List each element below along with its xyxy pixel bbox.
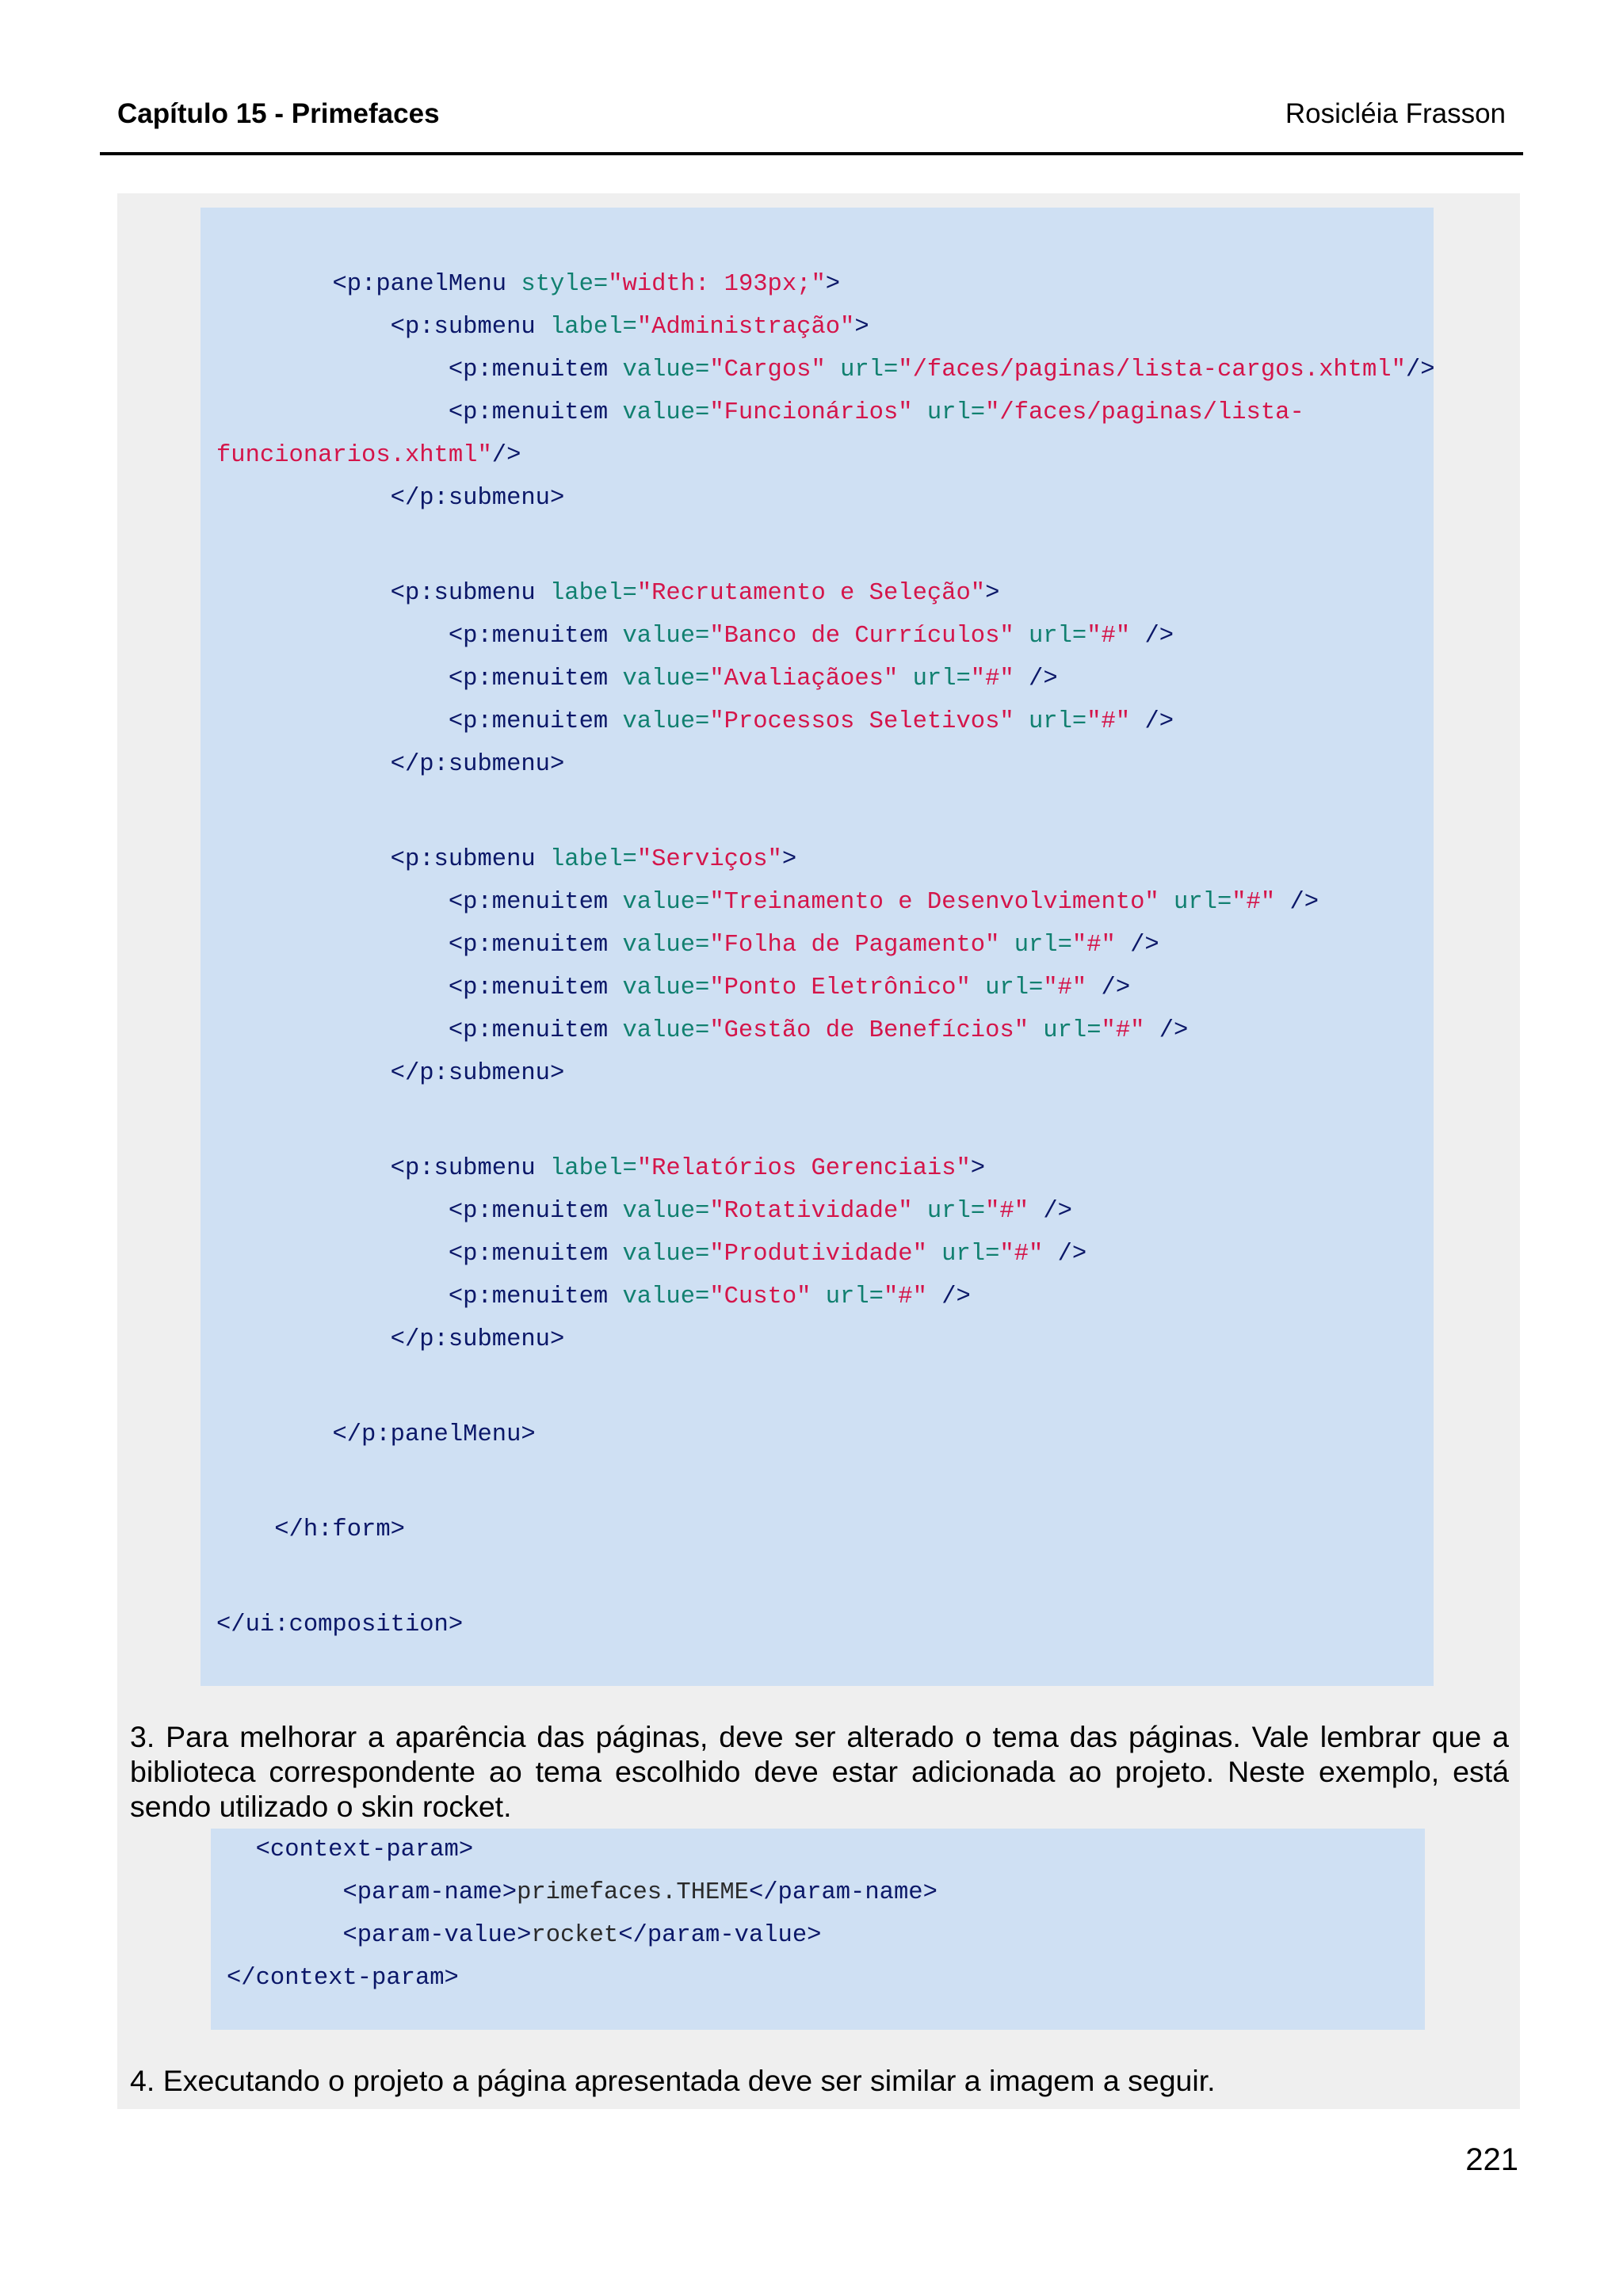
code-line [216,1413,536,1457]
code-token: "Produtividade" [709,1241,927,1268]
code-token: value= [622,708,710,735]
code-line [216,967,1130,1010]
code-line [216,434,521,478]
code-token: url= [811,1283,884,1310]
code-token: <p:menuitem [448,623,623,650]
code-token: <p:menuitem [448,932,623,959]
code-token: </context-param> [227,1965,459,1992]
code-token: <p:submenu [390,1155,550,1182]
code-token: </ui:composition> [216,1611,464,1638]
code-token: <p:menuitem [448,1283,623,1310]
code-token: label= [549,846,637,873]
code-token: /> [1115,932,1159,959]
code-token: "Relatórios Gerenciais" [636,1155,971,1182]
code-token: </param-value> [618,1922,822,1949]
code-token: </p:submenu> [390,1326,565,1353]
code-token: "#" [1086,708,1131,735]
code-token: "#" [1071,932,1116,959]
code-token: <p:submenu [390,846,550,873]
code-token: url= [912,399,986,426]
code-token: "Treinamento e Desenvolvimento" [709,889,1159,916]
code-token: </p:submenu> [390,1060,565,1087]
code-token: </p:submenu> [390,485,565,512]
code-token: url= [999,932,1072,959]
code-token: /> [1086,974,1131,1001]
code-token: primefaces.THEME [517,1879,749,1906]
code-token: "Folha de Pagamento" [709,932,1000,959]
code-token: <context-param> [255,1836,474,1863]
code-token: <p:submenu [390,314,550,341]
code-token: funcionarios.xhtml" [216,442,492,469]
code-block-panelmenu [200,208,1434,1686]
code-token: "/faces/paginas/lista-cargos.xhtml" [898,357,1406,383]
code-line [216,349,1435,392]
code-token: "Custo" [709,1283,812,1310]
code-token: "/faces/paginas/lista- [985,399,1304,426]
code-token: "#" [1086,623,1131,650]
code-line [216,1009,1188,1053]
code-line [216,838,796,882]
code-token: "Rotatividade" [709,1198,913,1225]
code-line [216,1276,971,1319]
code-token: <p:menuitem [448,1198,623,1225]
paragraph-step-3: 3. Para melhorar a aparência das páginas, deve ser alterado o tema das páginas. Vale lembrar que a biblioteca correspondente ao tema escolhido deve estar adicionada ao projeto. Neste exemplo, está sendo utilizado o skin rocket. [130,1720,1509,1823]
code-line [216,743,564,787]
code-line [216,1147,985,1191]
code-token: value= [622,974,710,1001]
code-token: <p:menuitem [448,357,623,383]
code-token: value= [622,399,710,426]
code-line [216,881,1319,925]
code-token: url= [970,974,1044,1001]
code-line [216,1233,1086,1276]
code-line [216,924,1159,967]
code-line [227,1871,938,1915]
code-token: value= [622,623,710,650]
code-line [216,1604,463,1647]
code-token: value= [622,666,710,692]
code-token: "#" [1232,889,1276,916]
code-line [216,1508,405,1552]
code-token: <param-name> [342,1879,517,1906]
code-token: value= [622,1241,710,1268]
code-line [216,658,1058,701]
code-token: /> [1029,1198,1072,1225]
code-line [227,1914,821,1958]
code-token: url= [912,1198,986,1225]
code-token: </p:submenu> [390,751,565,778]
code-token: "#" [883,1283,927,1310]
code-line [216,391,1304,435]
code-token: > [825,271,841,298]
code-token: /> [1130,708,1174,735]
code-token: "Administração" [636,314,855,341]
code-token: /> [1014,666,1058,692]
code-token: > [781,846,797,873]
code-token: </p:panelMenu> [332,1421,536,1448]
code-token: "#" [999,1241,1044,1268]
chapter-title: Capítulo 15 - Primefaces [117,98,440,129]
code-token: </h:form> [274,1516,405,1543]
code-token: rocket [531,1922,619,1949]
code-token: <p:panelMenu [332,271,521,298]
code-token: "#" [970,666,1014,692]
code-token: > [985,580,1000,607]
code-token: /> [1043,1241,1087,1268]
code-line [216,1190,1072,1234]
code-line [216,572,999,616]
code-token: <p:menuitem [448,974,623,1001]
page-header [100,93,1523,155]
code-token: <p:menuitem [448,1241,623,1268]
code-token: "Serviços" [636,846,782,873]
code-token: "Ponto Eletrônico" [709,974,971,1001]
code-token: /> [926,1283,971,1310]
code-line [216,615,1174,658]
code-token: > [854,314,869,341]
code-token: style= [521,271,609,298]
code-token: <p:menuitem [448,889,623,916]
code-token: url= [1014,623,1087,650]
code-token: "Recrutamento e Seleção" [636,580,986,607]
code-token: <param-value> [342,1922,532,1949]
page-number: 221 [1465,2142,1518,2177]
code-token: value= [622,357,710,383]
code-token: <p:menuitem [448,708,623,735]
code-token: value= [622,1283,710,1310]
code-token: url= [1159,889,1232,916]
code-token: "Funcionários" [709,399,913,426]
code-token: url= [926,1241,1000,1268]
code-token: label= [549,314,637,341]
code-token: label= [549,580,637,607]
code-token: <p:menuitem [448,1017,623,1044]
code-token: label= [549,1155,637,1182]
code-line [227,1829,473,1872]
code-token: "#" [1101,1017,1145,1044]
code-line [216,263,840,307]
code-line [216,306,869,349]
code-line [216,1318,564,1362]
code-token: "Cargos" [709,357,826,383]
code-token: url= [1014,708,1087,735]
code-token: /> [1130,623,1174,650]
code-token: <p:menuitem [448,399,623,426]
code-token: > [970,1155,986,1182]
code-line [227,1957,459,2000]
code-token: value= [622,932,710,959]
code-token: /> [491,442,521,469]
code-token: value= [622,889,710,916]
code-token: /> [1144,1017,1189,1044]
code-token: "Processos Seletivos" [709,708,1014,735]
code-token: "Banco de Currículos" [709,623,1014,650]
code-token: url= [898,666,971,692]
code-token: value= [622,1017,710,1044]
code-token: </param-name> [748,1879,938,1906]
content-panel [117,193,1520,2109]
code-token: "#" [1043,974,1087,1001]
code-token: url= [1029,1017,1102,1044]
code-block-context-param [211,1829,1425,2030]
code-token: "Avaliaçãoes" [709,666,899,692]
code-token: "#" [985,1198,1029,1225]
code-token: "Gestão de Benefícios" [709,1017,1029,1044]
code-token: /> [1405,357,1435,383]
code-token: /> [1275,889,1319,916]
code-token: <p:submenu [390,580,550,607]
code-line [216,477,564,521]
author-name: Rosicléia Frasson [1285,98,1506,129]
code-token: value= [622,1198,710,1225]
code-token: "width: 193px;" [608,271,826,298]
paragraph-step-4: 4. Executando o projeto a página apresentada deve ser similar a imagem a seguir. [130,2064,1216,2097]
code-token: url= [825,357,899,383]
code-line [216,1052,564,1096]
code-token: <p:menuitem [448,666,623,692]
code-line [216,700,1174,744]
